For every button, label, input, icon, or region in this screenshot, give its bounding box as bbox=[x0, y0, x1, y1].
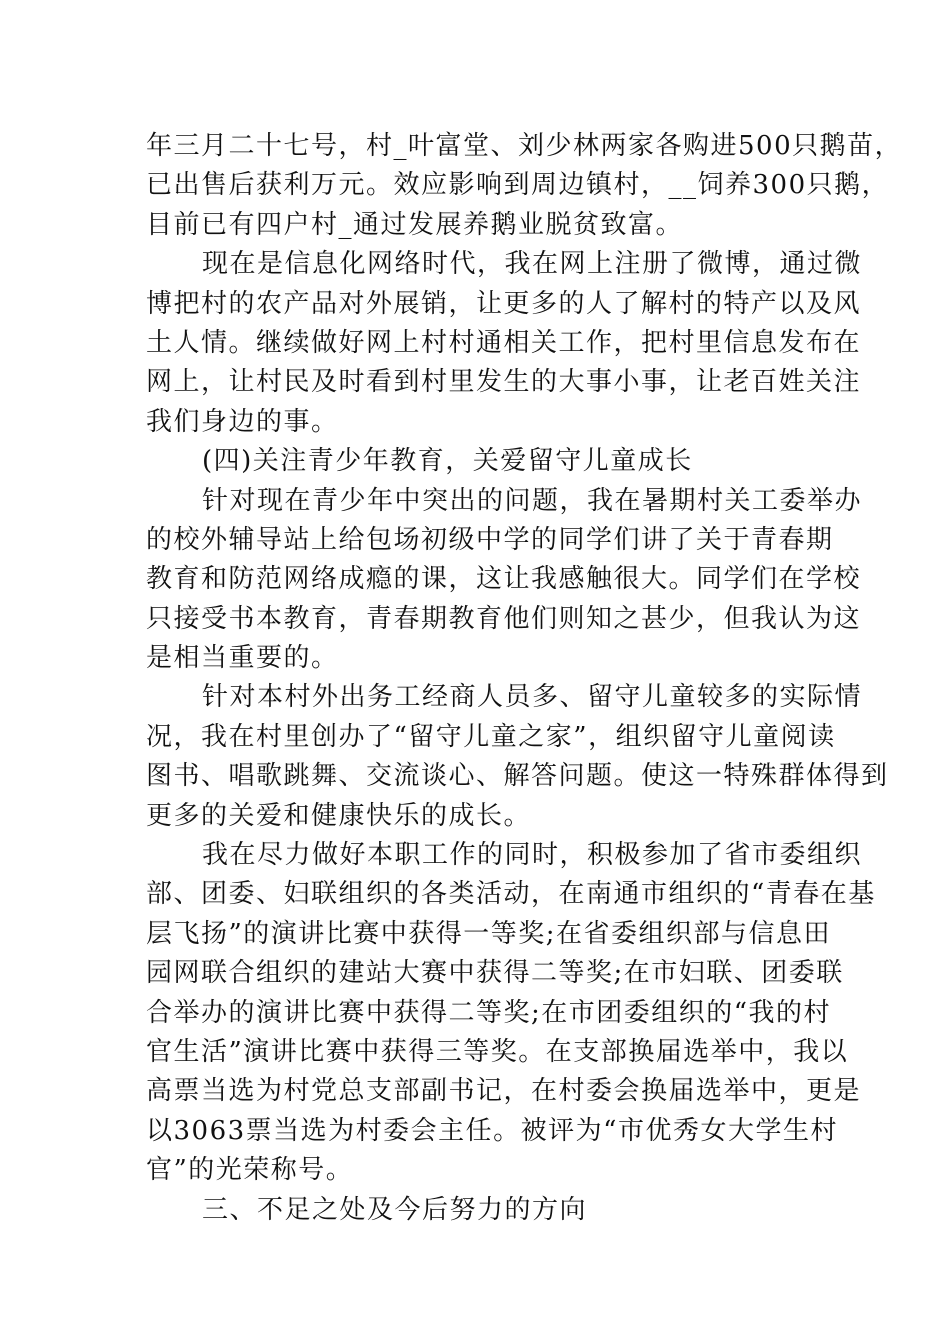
section-heading: 三、不足之处及今后努力的方向 bbox=[202, 1194, 588, 1225]
text-line: 的校外辅导站上给包场初级中学的同学们讲了关于青春期 bbox=[146, 524, 834, 555]
text-line: 况，我在村里创办了“留守儿童之家”，组织留守儿童阅读 bbox=[146, 721, 836, 752]
text-line: 教育和防范网络成瘾的课，这让我感触很大。同学们在学校 bbox=[146, 564, 862, 595]
text-line: 针对现在青少年中突出的问题，我在暑期村关工委举办 bbox=[202, 485, 863, 516]
section-heading: (四)关注青少年教育，关爱留守儿童成长 bbox=[202, 446, 693, 477]
text-line: 现在是信息化网络时代，我在网上注册了微博，通过微 bbox=[202, 249, 863, 280]
text-line: 官”的光荣称号。 bbox=[146, 1155, 354, 1186]
text-line: 高票当选为村党总支部副书记，在村委会换届选举中，更是 bbox=[146, 1076, 862, 1107]
text-line: 只接受书本教育，青春期教育他们则知之甚少，但我认为这 bbox=[146, 603, 862, 634]
text-line: 网上，让村民及时看到村里发生的大事小事，让老百姓关注 bbox=[146, 367, 862, 398]
text-line: 我们身边的事。 bbox=[146, 406, 339, 437]
text-line: 目前已有四户村_通过发展养鹅业脱贫致富。 bbox=[146, 209, 684, 240]
text-line: 土人情。继续做好网上村村通相关工作，把村里信息发布在 bbox=[146, 327, 862, 358]
text-line: 以3063票当选为村委会主任。被评为“市优秀女大学生村 bbox=[146, 1115, 838, 1146]
text-line: 部、团委、妇联组织的各类活动，在南通市组织的“青春在基 bbox=[146, 879, 876, 910]
text-line: 官生活”演讲比赛中获得三等奖。在支部换届选举中，我以 bbox=[146, 1036, 849, 1067]
text-line: 层飞扬”的演讲比赛中获得一等奖;在省委组织部与信息田 bbox=[146, 918, 832, 949]
text-line: 图书、唱歌跳舞、交流谈心、解答问题。使这一特殊群体得到 bbox=[146, 761, 889, 792]
document-body bbox=[146, 127, 903, 1230]
text-line: 合举办的演讲比赛中获得二等奖;在市团委组织的“我的村 bbox=[146, 997, 832, 1028]
text-line: 年三月二十七号，村_叶富堂、刘少林两家各购进500只鹅苗， bbox=[146, 131, 903, 161]
text-line: 博把村的农产品对外展销，让更多的人了解村的特产以及风 bbox=[146, 288, 862, 319]
text-line: 更多的关爱和健康快乐的成长。 bbox=[146, 800, 532, 831]
text-line: 是相当重要的。 bbox=[146, 643, 339, 674]
text-line: 园网联合组织的建站大赛中获得二等奖;在市妇联、团委联 bbox=[146, 958, 844, 989]
text-line: 我在尽力做好本职工作的同时，积极参加了省市委组织 bbox=[202, 840, 863, 871]
text-line: 针对本村外出务工经商人员多、留守儿童较多的实际情 bbox=[202, 682, 863, 713]
text-line: 已出售后获利万元。效应影响到周边镇村，__饲养300只鹅， bbox=[146, 170, 890, 201]
